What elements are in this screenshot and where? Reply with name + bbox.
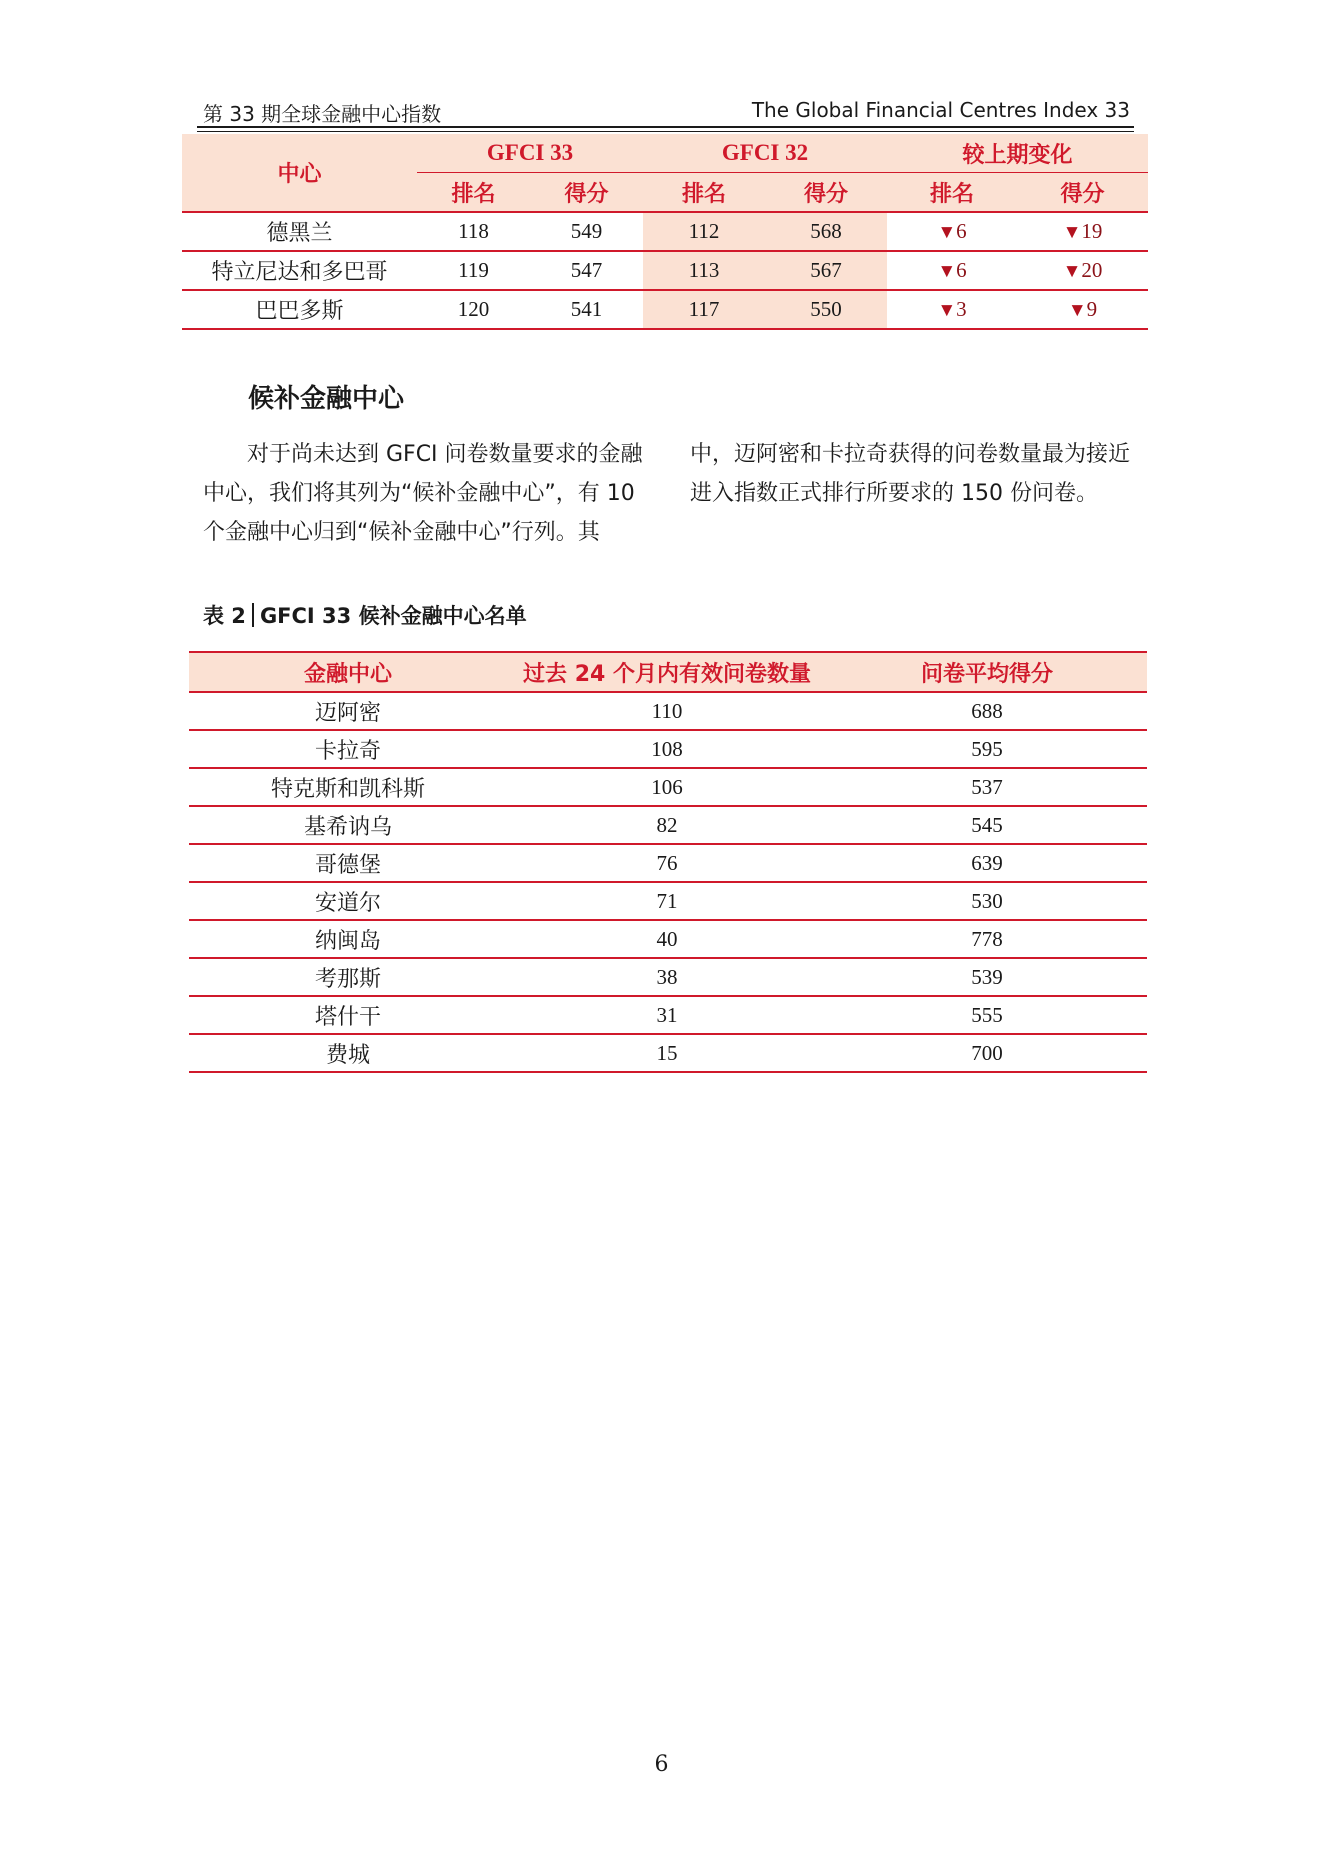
header-title-en: The Global Financial Centres Index 33 — [751, 98, 1130, 122]
section-title: 候补金融中心 — [248, 384, 405, 414]
page-number: 6 — [654, 1752, 669, 1777]
score-32: 567 — [765, 251, 887, 290]
rank-33: 120 — [417, 290, 530, 329]
table-row: 考那斯 38 539 — [189, 958, 1147, 996]
down-triangle-icon: ▼ — [1062, 261, 1082, 282]
table-row: 卡拉奇 108 595 — [189, 730, 1147, 768]
rank-33: 119 — [417, 251, 530, 290]
score-32: 550 — [765, 290, 887, 329]
caption-title: GFCI 33 候补金融中心名单 — [259, 604, 527, 628]
header-change: 较上期变化 — [887, 134, 1148, 173]
page-header — [203, 98, 1130, 126]
table-row: 特克斯和凯科斯 106 537 — [189, 768, 1147, 806]
header-rule-thin — [197, 131, 1134, 132]
down-triangle-icon: ▼ — [937, 261, 957, 282]
header-count: 过去 24 个月内有效问卷数量 — [507, 653, 827, 692]
subheader-rank: 排名 — [643, 173, 765, 213]
header-center: 中心 — [182, 134, 417, 212]
subheader-score: 得分 — [530, 173, 643, 213]
subheader-score: 得分 — [765, 173, 887, 213]
rank-32: 113 — [643, 251, 765, 290]
table-row: 纳闽岛 40 778 — [189, 920, 1147, 958]
body-paragraph-left: 对于尚未达到 GFCI 问卷数量要求的金融中心，我们将其列为“候补金融中心”，有 10 个金融中心归到“候补金融中心”行列。其 — [203, 442, 643, 545]
header-gfci33: GFCI 33 — [417, 134, 643, 173]
header-center: 金融中心 — [189, 653, 507, 692]
down-triangle-icon: ▼ — [1062, 222, 1082, 243]
table-row — [182, 290, 1148, 329]
center-name: 特立尼达和多巴哥 — [182, 251, 417, 290]
rank-change: ▼6 — [887, 251, 1017, 290]
rank-33: 118 — [417, 212, 530, 251]
rank-change: ▼3 — [887, 290, 1017, 329]
table-row: 基希讷乌 82 545 — [189, 806, 1147, 844]
candidate-table — [189, 651, 1147, 1073]
down-triangle-icon: ▼ — [937, 222, 957, 243]
rank-change: ▼6 — [887, 212, 1017, 251]
down-triangle-icon: ▼ — [1067, 300, 1087, 321]
table-row: 哥德堡 76 639 — [189, 844, 1147, 882]
table-row: 费城 15 700 — [189, 1034, 1147, 1072]
table-row: 安道尔 71 530 — [189, 882, 1147, 920]
score-33: 547 — [530, 251, 643, 290]
table-row — [182, 251, 1148, 290]
header-avg-score: 问卷平均得分 — [827, 653, 1147, 692]
score-change: ▼9 — [1017, 290, 1148, 329]
header-gfci32: GFCI 32 — [643, 134, 887, 173]
score-32: 568 — [765, 212, 887, 251]
subheader-rank: 排名 — [417, 173, 530, 213]
header-title-cn: 第 33 期全球金融中心指数 — [203, 102, 442, 126]
down-triangle-icon: ▼ — [937, 300, 957, 321]
rank-32: 117 — [643, 290, 765, 329]
subheader-rank: 排名 — [887, 173, 1017, 213]
caption-prefix: 表 2 — [203, 604, 246, 628]
body-paragraph-right: 中，迈阿密和卡拉奇获得的问卷数量最为接近进入指数正式排行所要求的 150 份问卷。 — [690, 442, 1131, 506]
table-caption — [203, 600, 527, 630]
caption-divider — [252, 603, 254, 627]
ranking-table — [182, 134, 1148, 330]
table-row: 迈阿密 110 688 — [189, 692, 1147, 730]
center-name: 巴巴多斯 — [182, 290, 417, 329]
rank-32: 112 — [643, 212, 765, 251]
header-rule — [197, 126, 1134, 128]
table-row — [182, 212, 1148, 251]
score-change: ▼19 — [1017, 212, 1148, 251]
center-name: 德黑兰 — [182, 212, 417, 251]
score-change: ▼20 — [1017, 251, 1148, 290]
score-33: 549 — [530, 212, 643, 251]
subheader-score: 得分 — [1017, 173, 1148, 213]
score-33: 541 — [530, 290, 643, 329]
table-row: 塔什干 31 555 — [189, 996, 1147, 1034]
